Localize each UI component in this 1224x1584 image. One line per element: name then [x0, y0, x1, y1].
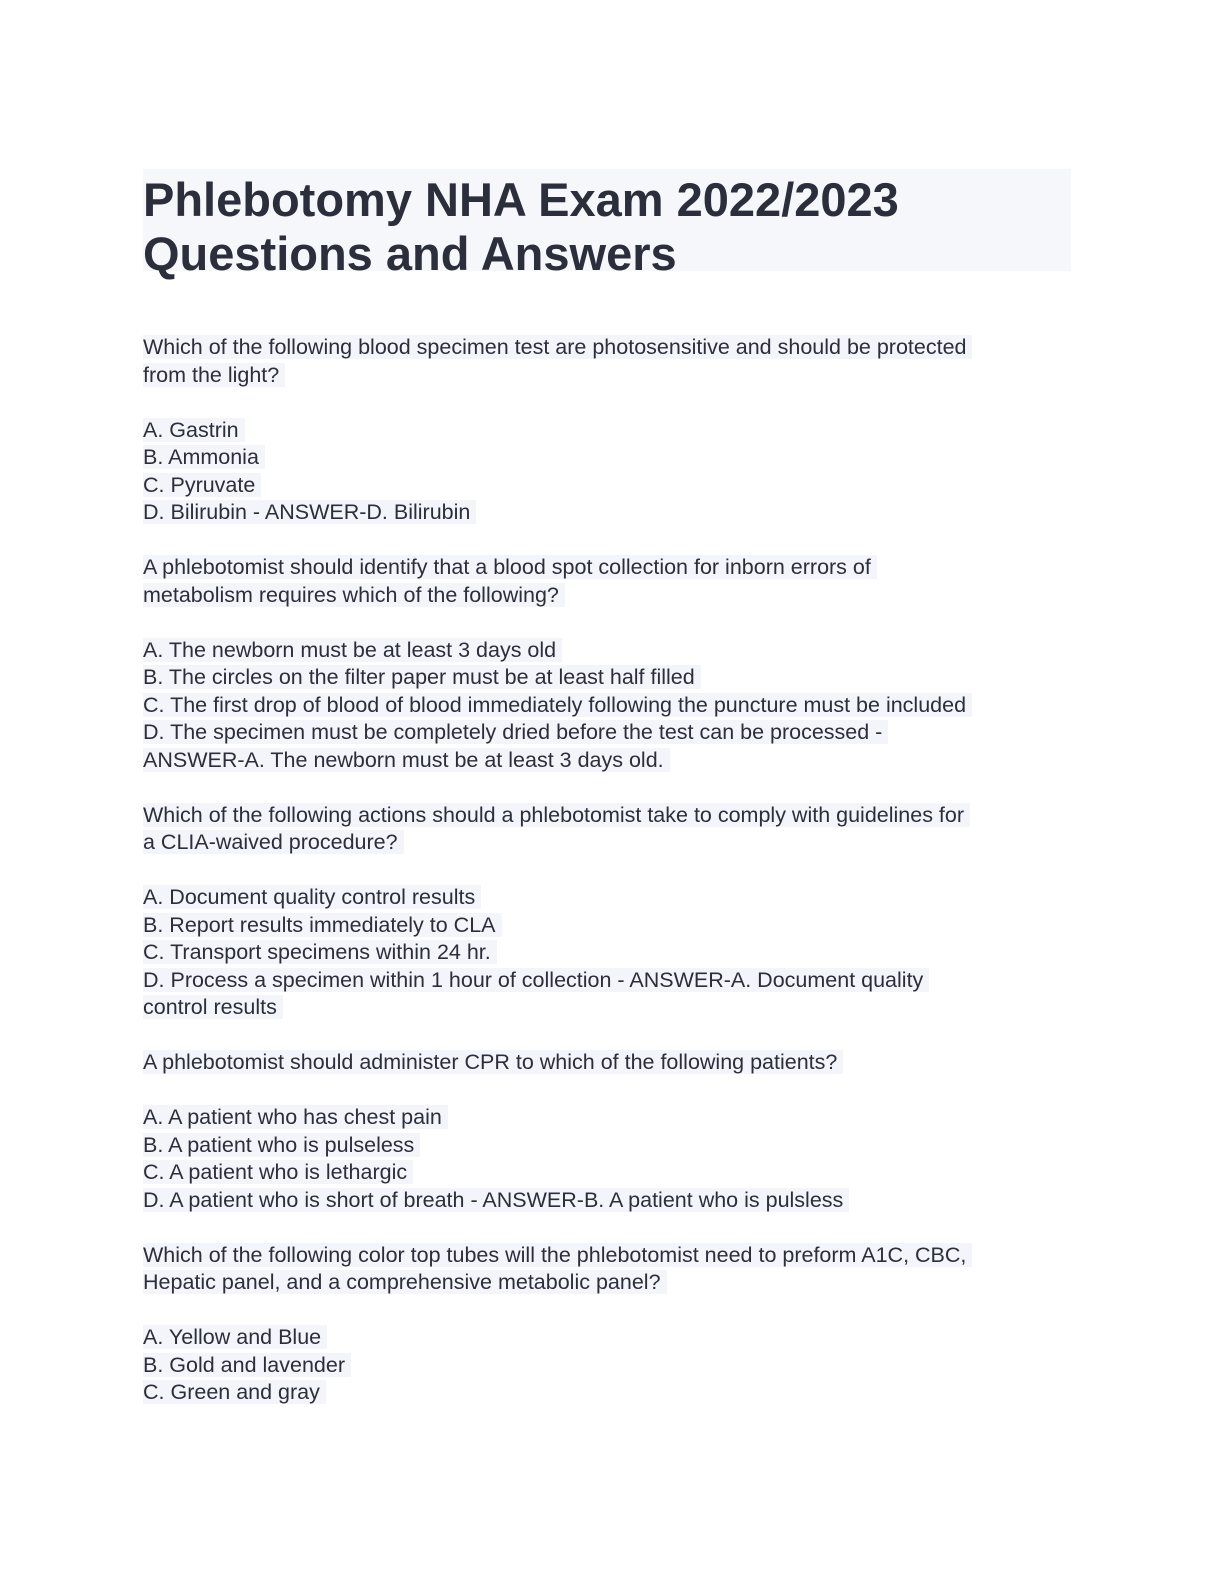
question-line: Which of the following blood specimen test are photosensitive and should be protected: [143, 335, 972, 359]
option-line: A. The newborn must be at least 3 days old: [143, 638, 562, 662]
question-text: [143, 802, 1071, 857]
document-title: [143, 173, 1071, 281]
answer-options: [143, 884, 1071, 1022]
question-text: [143, 554, 1071, 609]
question-text: [143, 1242, 1071, 1297]
title-line: Questions and Answers: [143, 227, 677, 280]
question-line: A phlebotomist should administer CPR to which of the following patients?: [143, 1050, 843, 1074]
question-text: [143, 1049, 1071, 1077]
question-line: from the light?: [143, 363, 285, 387]
option-line: B. Report results immediately to CLA: [143, 913, 502, 937]
answer-options: [143, 1324, 1071, 1407]
answer-options: [143, 1104, 1071, 1214]
answer-options: [143, 637, 1071, 775]
option-line: D. The specimen must be completely dried before the test can be processed -: [143, 720, 888, 744]
question-line: a CLIA-waived procedure?: [143, 830, 404, 854]
option-line: A. A patient who has chest pain: [143, 1105, 448, 1129]
document-page: [143, 169, 1071, 1434]
option-line: D. A patient who is short of breath - ANSWER-B. A patient who is pulsless: [143, 1188, 849, 1212]
question-line: A phlebotomist should identify that a blood spot collection for inborn errors of: [143, 555, 877, 579]
question-line: Which of the following color top tubes will the phlebotomist need to preform A1C, CBC,: [143, 1243, 972, 1267]
option-line: B. Ammonia: [143, 445, 265, 469]
question-line: metabolism requires which of the following?: [143, 583, 565, 607]
question-line: Which of the following actions should a phlebotomist take to comply with guidelines for: [143, 803, 970, 827]
option-line: ANSWER-A. The newborn must be at least 3 days old.: [143, 748, 670, 772]
option-line: A. Yellow and Blue: [143, 1325, 327, 1349]
question-line: Hepatic panel, and a comprehensive metabolic panel?: [143, 1270, 667, 1294]
option-line: B. A patient who is pulseless: [143, 1133, 420, 1157]
option-line: B. Gold and lavender: [143, 1353, 351, 1377]
answer-options: [143, 417, 1071, 527]
title-block: [143, 169, 1071, 280]
option-line: D. Process a specimen within 1 hour of collection - ANSWER-A. Document quality: [143, 968, 929, 992]
option-line: D. Bilirubin - ANSWER-D. Bilirubin: [143, 500, 476, 524]
option-line: B. The circles on the filter paper must be at least half filled: [143, 665, 701, 689]
option-line: control results: [143, 995, 283, 1019]
question-text: [143, 334, 1071, 389]
option-line: C. Green and gray: [143, 1380, 326, 1404]
option-line: C. The first drop of blood of blood immediately following the puncture must be included: [143, 693, 972, 717]
option-line: A. Document quality control results: [143, 885, 481, 909]
title-line: Phlebotomy NHA Exam 2022/2023: [143, 173, 899, 226]
option-line: C. A patient who is lethargic: [143, 1160, 413, 1184]
option-line: A. Gastrin: [143, 418, 245, 442]
option-line: C. Pyruvate: [143, 473, 261, 497]
questions-list: [143, 334, 1071, 1407]
option-line: C. Transport specimens within 24 hr.: [143, 940, 497, 964]
